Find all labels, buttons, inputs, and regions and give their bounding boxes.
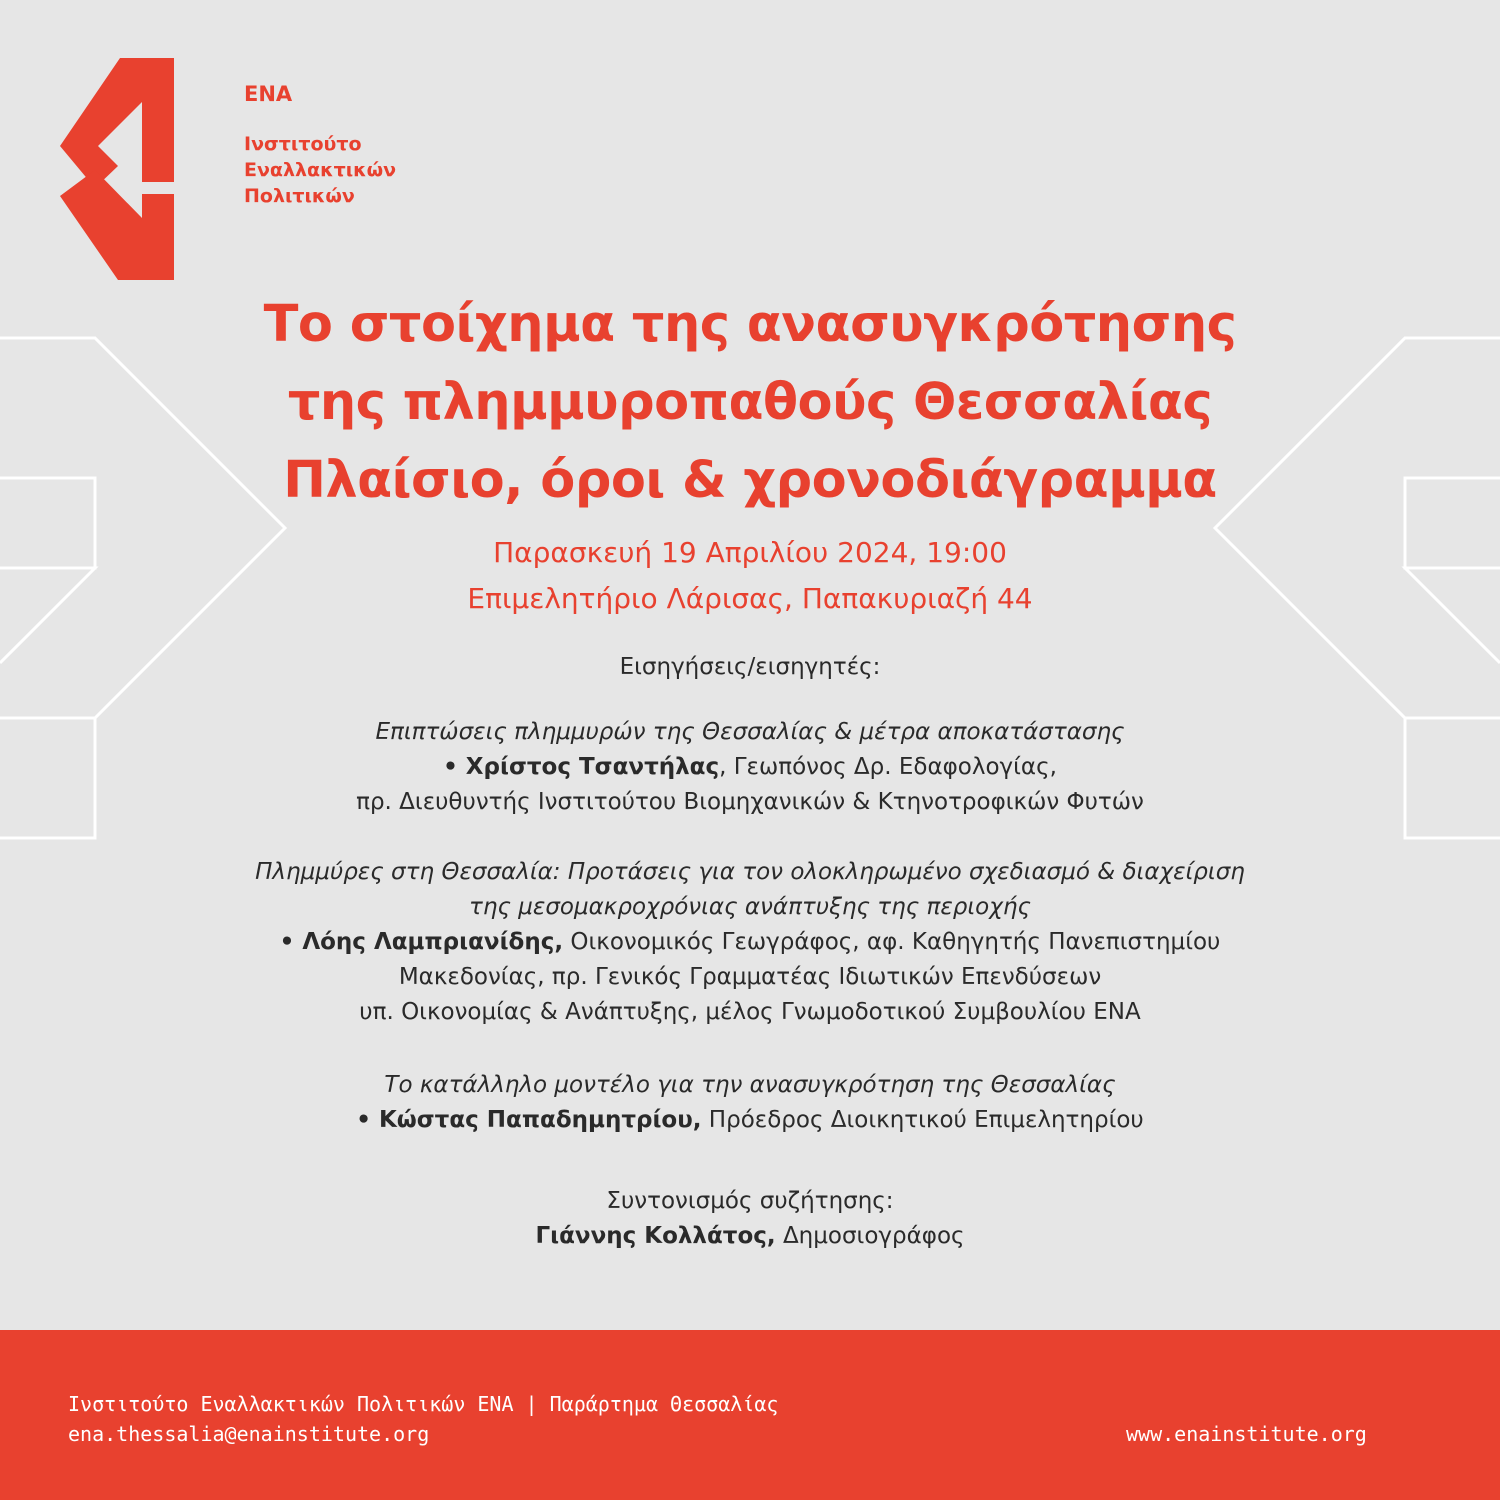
talk-speaker-line [0,1103,1500,1138]
footer-bar [0,1330,1500,1500]
moderation [0,1184,1500,1254]
moderation-heading: Συντονισμός συζήτησης: [606,1188,894,1214]
ena-logo-icon [58,58,178,283]
talk-item [0,715,1500,820]
speaker-role-line: υπ. Οικονομίας & Ανάπτυξης, μέλος Γνωμοδοτικού Συμβουλίου ΕΝΑ [359,999,1141,1025]
event-title [0,286,1500,520]
speaker-role: Οικονομικός Γεωγράφος, αφ. Καθηγητής Πανεπιστημίου [563,929,1221,955]
speaker-role-line: πρ. Διευθυντής Ινστιτούτου Βιομηχανικών & Κτηνοτροφικών Φυτών [356,789,1144,815]
brand-line: Πολιτικών [244,185,355,207]
moderator-role: Δημοσιογράφος [775,1223,965,1249]
speaker-name: • Λόης Λαμπριανίδης, [279,929,564,955]
title-line: Πλαίσιο, όροι & χρονοδιάγραμμα [283,451,1217,510]
event-venue: Επιμελητήριο Λάρισας, Παπακυριαζή 44 [467,582,1033,615]
footer-website-link[interactable]: www.enainstitute.org [1126,1422,1367,1446]
speakers-heading: Εισηγήσεις/εισηγητές: [619,654,881,680]
talk-topic: Το κατάλληλο μοντέλο για την ανασυγκρότηση της Θεσσαλίας [384,1072,1116,1098]
speaker-role: Πρόεδρος Διοικητικού Επιμελητηρίου [701,1107,1144,1133]
talk-topic: Πλημμύρες στη Θεσσαλία: Προτάσεις για τον ολοκληρωμένο σχεδιασμό & διαχείριση [255,859,1245,885]
speaker-name: • Χρίστος Τσαντήλας [443,754,720,780]
talk-item [0,1068,1500,1138]
title-line: Το στοίχημα της ανασυγκρότησης [263,295,1237,354]
moderator-line [0,1219,1500,1254]
footer-org-text: Ινστιτούτο Εναλλακτικών Πολιτικών ΕΝΑ | Παράρτημα Θεσσαλίας [68,1392,779,1416]
speaker-role: , Γεωπόνος Δρ. Εδαφολογίας, [719,754,1057,780]
event-datetime: Παρασκευή 19 Απριλίου 2024, 19:00 [493,536,1007,569]
talk-speaker-line [0,925,1500,960]
speaker-name: • Κώστας Παπαδημητρίου, [356,1107,702,1133]
talk-topic: Επιπτώσεις πλημμυρών της Θεσσαλίας & μέτρα αποκατάστασης [375,719,1125,745]
footer-email-link[interactable]: ena.thessalia@enainstitute.org [68,1422,430,1446]
brand-short-name: ΕΝΑ [244,82,293,106]
talk-topic: της μεσομακροχρόνιας ανάπτυξης της περιοχής [469,894,1031,920]
speaker-role-line: Μακεδονίας, πρ. Γενικός Γραμματέας Ιδιωτικών Επενδύσεων [398,964,1102,990]
brand-line: Εναλλακτικών [244,159,397,181]
moderator-name: Γιάννης Κολλάτος, [535,1223,776,1249]
talk-speaker-line [0,750,1500,785]
title-line: της πλημμυροπαθούς Θεσσαλίας [287,373,1213,432]
event-info [0,530,1500,622]
brand-line: Ινστιτούτο [244,133,362,155]
talk-item [0,855,1500,1030]
brand-full-name [244,131,396,209]
